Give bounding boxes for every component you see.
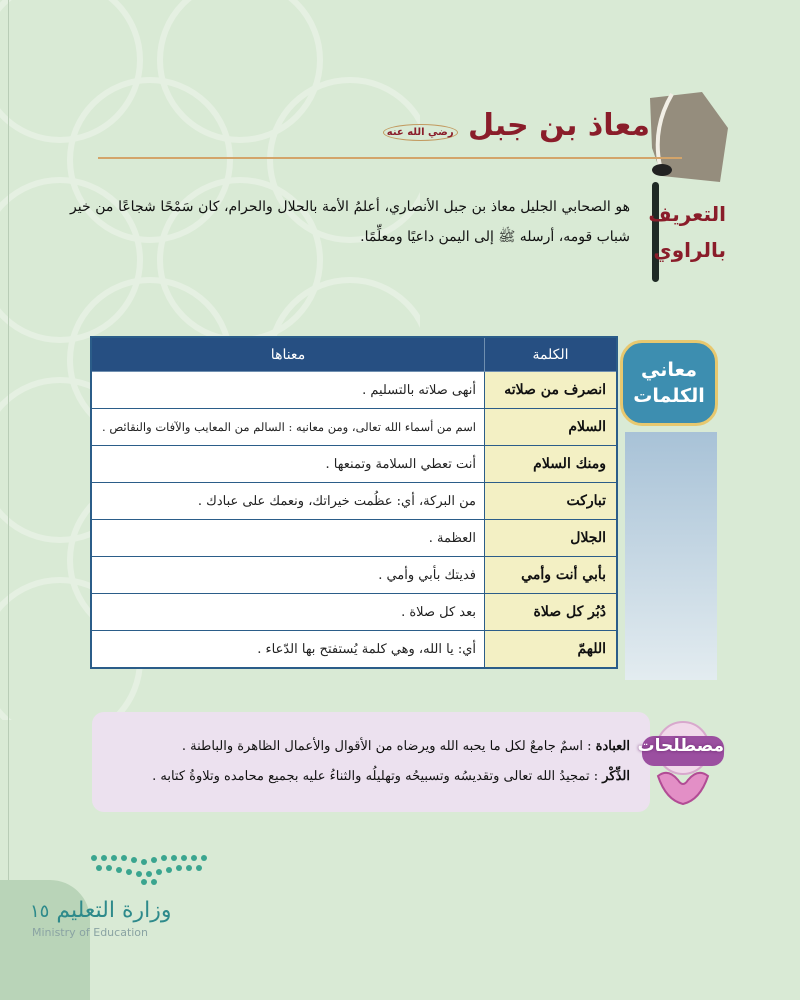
terms-label: مصطلحات — [637, 736, 724, 756]
ministry-name-arabic — [30, 898, 171, 923]
word-cell: اللهمّ — [485, 631, 618, 669]
meaning-cell: العظمة . — [91, 520, 485, 557]
table-row — [91, 483, 617, 520]
ministry-name-english: Ministry of Education — [32, 926, 149, 939]
ornament-icon — [638, 718, 728, 810]
title-text: معاذ بن جبل — [468, 108, 650, 143]
page-number: ١٥ — [30, 901, 50, 922]
table-row — [91, 409, 617, 446]
meanings-badge-line1: معاني — [641, 359, 697, 381]
word-cell: بأبي أنت وأمي — [485, 557, 618, 594]
term-item — [130, 762, 630, 792]
terms-list — [130, 732, 630, 792]
table-row — [91, 594, 617, 631]
meanings-badge — [620, 340, 718, 426]
narrator-label — [648, 196, 726, 268]
decorative-strip — [625, 432, 717, 680]
meaning-cell: اسم من أسماء الله تعالى، ومن معانيه : السالم من المعايب والآفات والنقائص . — [91, 409, 485, 446]
word-cell: ومنك السلام — [485, 446, 618, 483]
ministry-name-text: وزارة التعليم — [56, 898, 172, 923]
meaning-cell: أنهى صلاته بالتسليم . — [91, 372, 485, 409]
term-definition: : اسمٌ جامعٌ لكل ما يحبه الله ويرضاه من الأقوال والأعمال الظاهرة والباطنة . — [181, 739, 592, 754]
table-row — [91, 446, 617, 483]
word-cell: دُبُر كل صلاة — [485, 594, 618, 631]
word-cell: تباركت — [485, 483, 618, 520]
meaning-cell: أي: يا الله، وهي كلمة يُستفتح بها الدّعاء . — [91, 631, 485, 669]
term-item — [130, 732, 630, 762]
header-divider — [98, 157, 682, 159]
meaning-cell: أنت تعطي السلامة وتمنعها . — [91, 446, 485, 483]
column-header-word: الكلمة — [485, 337, 618, 372]
word-cell: السلام — [485, 409, 618, 446]
narrator-label-line2: بالراوي — [653, 238, 726, 262]
meanings-badge-line2: الكلمات — [633, 385, 705, 407]
meaning-cell: بعد كل صلاة . — [91, 594, 485, 631]
term-name: الذِّكْر — [602, 769, 630, 784]
narrator-paragraph: هو الصحابي الجليل معاذ بن جبل الأنصاري، أعلمُ الأمة بالحلال والحرام، كان سَمْحًا شجاعًا من خير شباب قومه، أرسله ﷺ إلى اليمن داعيًا ومعلِّمًا. — [70, 199, 630, 245]
table-row — [91, 520, 617, 557]
table-header-row — [91, 337, 617, 372]
word-cell: الجلال — [485, 520, 618, 557]
word-cell: انصرف من صلاته — [485, 372, 618, 409]
meanings-table — [90, 336, 618, 669]
honorific-mark: رضي الله عنه — [383, 124, 458, 141]
margin-rule — [8, 0, 9, 1000]
meaning-cell: فديتك بأبي وأمي . — [91, 557, 485, 594]
term-name: العبادة — [595, 739, 630, 754]
narrator-label-line1: التعريف — [648, 202, 726, 226]
table-row — [91, 631, 617, 669]
column-header-meaning: معناها — [91, 337, 485, 372]
page-title — [383, 108, 650, 143]
term-definition: : تمجيدُ الله تعالى وتقديسُه وتسبيحُه وتهليلُه والثناءُ عليه بجميع محامده وتلاوةُ كتابه . — [152, 769, 599, 784]
meaning-cell: من البركة، أي: عظُمت خيراتك، ونعمك على عبادك . — [91, 483, 485, 520]
ministry-logo-icon — [88, 852, 208, 886]
table-row — [91, 557, 617, 594]
table-row — [91, 372, 617, 409]
